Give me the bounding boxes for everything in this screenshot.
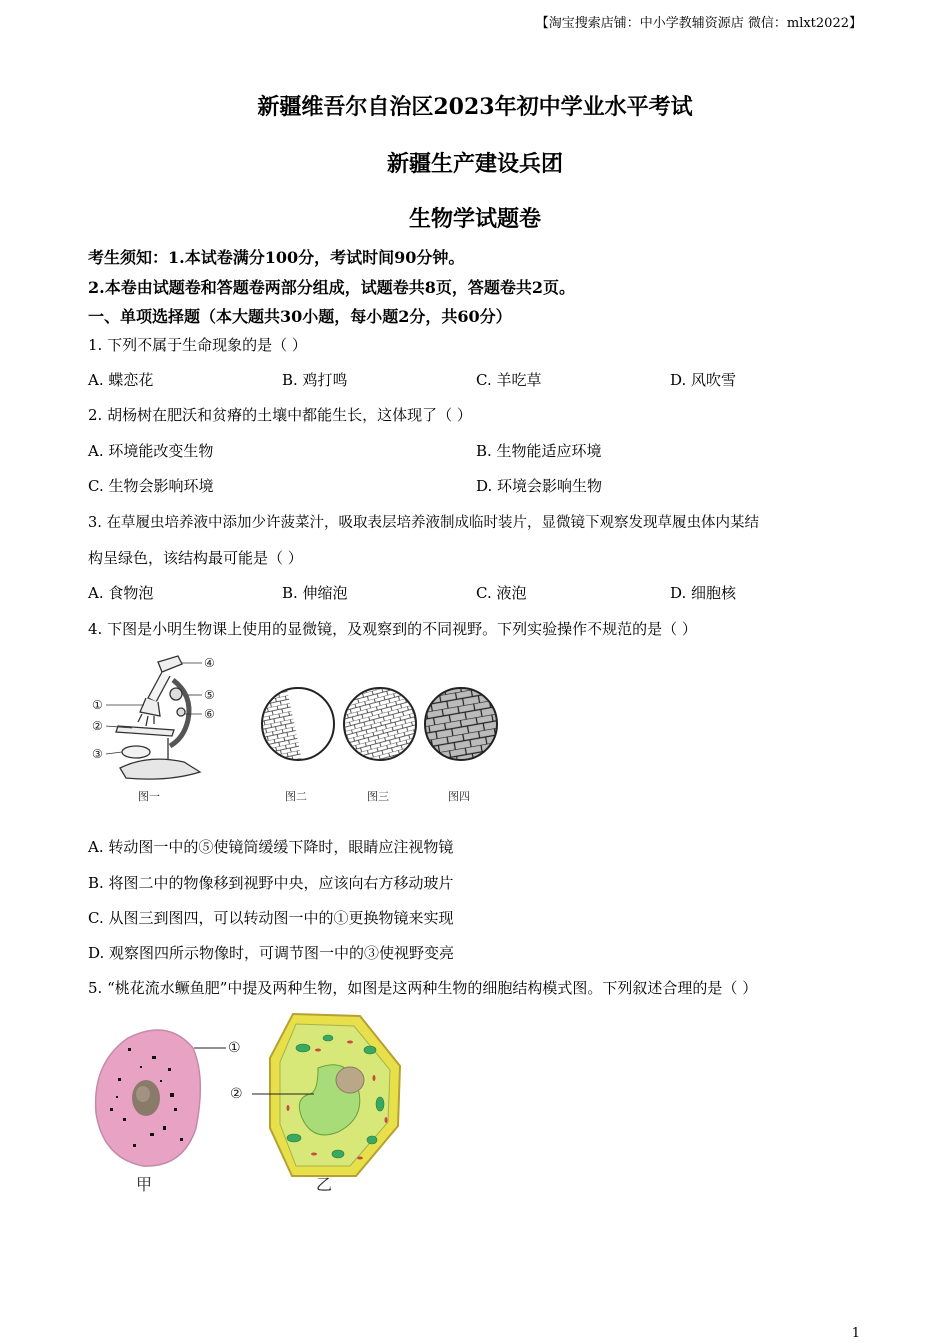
fig4-label-5: ⑤ (204, 688, 215, 702)
fig4-label-1: ① (92, 698, 103, 712)
microscope-figure (88, 650, 508, 810)
q4-option-b: B. 将图二中的物像移到视野中央，应该向右方移动玻片 (88, 874, 454, 892)
fig4-label-6: ⑥ (204, 707, 215, 721)
q2-option-a: A. 环境能改变生物 (88, 442, 214, 460)
notice-line-2: 2.本卷由试题卷和答题卷两部分组成，试题卷共8页，答题卷共2页。 (88, 278, 575, 297)
fig4-caption-3: 图三 (367, 790, 389, 803)
exam-title: 新疆维吾尔自治区2023年初中学业水平考试 (257, 94, 693, 120)
q1-option-b: B. 鸡打鸣 (282, 371, 348, 389)
paper-title: 生物学试题卷 (408, 206, 541, 232)
q1-option-d: D. 风吹雪 (670, 371, 737, 389)
fig5-label-2: ② (230, 1086, 243, 1102)
q3-option-b: B. 伸缩泡 (282, 584, 348, 602)
notice-line-1: 考生须知：1.本试卷满分100分，考试时间90分钟。 (88, 248, 465, 267)
q3-option-c: C. 液泡 (476, 584, 527, 602)
question-2-stem: 2. 胡杨树在肥沃和贫瘠的土壤中都能生长，这体现了（ ） (88, 406, 472, 424)
q4-option-d: D. 观察图四所示物像时，可调节图一中的③使视野变亮 (88, 944, 455, 962)
question-5-stem: 5. “桃花流水鳜鱼肥”中提及两种生物，如图是这两种生物的细胞结构模式图。下列叙述合理的是（ ） (88, 979, 758, 997)
question-3-stem-line-2: 构呈绿色，该结构最可能是（ ） (88, 549, 303, 567)
fig4-label-4: ④ (204, 656, 215, 670)
fig4-caption-1: 图一 (138, 790, 160, 803)
animal-cell (96, 1030, 201, 1166)
fig4-caption-4: 图四 (448, 790, 470, 803)
header-note: 【淘宝搜索店铺：中小学教辅资源店 微信：mlxt2022】 (535, 16, 862, 31)
q2-option-d: D. 环境会影响生物 (476, 477, 603, 495)
fig4-caption-2: 图二 (285, 790, 307, 803)
fig5-label-1: ① (228, 1040, 241, 1056)
question-4-stem: 4. 下图是小明生物课上使用的显微镜，及观察到的不同视野。下列实验操作不规范的是（ ） (88, 620, 697, 638)
question-1-stem: 1. 下列不属于生命现象的是（ ） (88, 336, 307, 354)
page-number: 1 (851, 1326, 860, 1341)
question-3-stem-line-1: 3. 在草履虫培养液中添加少许菠菜汁，吸取表层培养液制成临时装片，显微镜下观察发现草履虫体内某结 (88, 515, 759, 531)
section-heading: 一、单项选择题（本大题共30小题，每小题2分，共60分） (88, 307, 512, 326)
q3-option-a: A. 食物泡 (88, 584, 154, 602)
fig5-caption-yi: 乙 (316, 1175, 333, 1194)
plant-cell (270, 1014, 400, 1176)
fig4-label-3: ③ (92, 747, 103, 761)
fig5-caption-jia: 甲 (136, 1175, 153, 1194)
microscope-icon (116, 656, 200, 779)
fig4-label-2: ② (92, 719, 103, 733)
q2-option-c: C. 生物会影响环境 (88, 477, 214, 495)
exam-subtitle: 新疆生产建设兵团 (386, 151, 563, 177)
q4-option-a: A. 转动图一中的⑤使镜筒缓缓下降时，眼睛应注视物镜 (88, 838, 454, 856)
q1-option-c: C. 羊吃草 (476, 371, 542, 389)
q3-option-d: D. 细胞核 (670, 584, 737, 602)
q4-option-c: C. 从图三到图四，可以转动图一中的①更换物镜来实现 (88, 909, 454, 927)
q2-option-b: B. 生物能适应环境 (476, 442, 602, 460)
cell-figure (88, 1008, 418, 1198)
q1-option-a: A. 蝶恋花 (88, 371, 154, 389)
